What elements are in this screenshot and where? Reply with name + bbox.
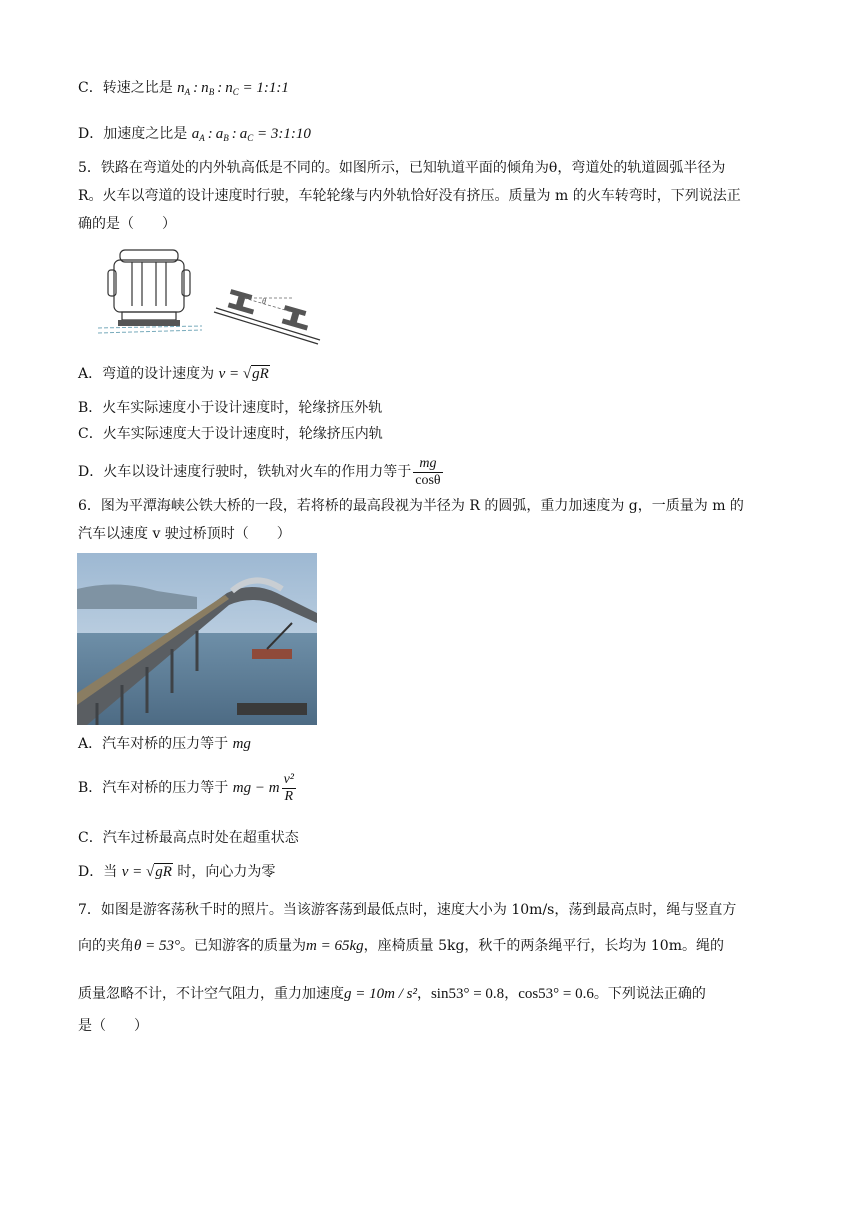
q5-stem-line-1: 5．铁路在弯道处的内外轨高低是不同的。如图所示，已知轨道平面的倾角为θ，弯道处的轨道圆弧半径为 [78,160,726,176]
option-text: D．加速度之比是 [78,126,188,142]
q6-option-a [78,734,251,754]
train-front-icon [108,250,190,320]
q7-stem-line-1: 7．如图是游客荡秋千时的照片。当该游客荡到最低点时，速度大小为 10m/s，荡到最高点时，绳与竖直方 [78,902,737,918]
q6-stem-line-1: 6．图为平潭海峡公铁大桥的一段，若将桥的最高段视为半径为 R 的圆弧，重力加速度为 g，一质量为 m 的 [78,498,744,514]
option-text: D．当 [78,864,118,880]
q6-option-b [78,768,298,808]
q7-stem-line-3: 质量忽略不计，不计空气阻力，重力加速度g = 10m / s²，sin53° = 0.8，cos53° = 0.6。下列说法正确的 [78,986,706,1002]
option-text: B．汽车对桥的压力等于 [78,780,229,796]
stem-text: 。已知游客的质量为 [180,938,306,954]
q7-stem-line-2 [78,936,724,956]
mass-formula: m = 65kg [306,938,364,954]
pressure-formula: mg − m [232,780,280,796]
q5-stem-line-3: 确的是（ ） [78,216,176,232]
pressure-formula: mg [232,736,251,752]
speed-condition-formula: v = √gR [121,864,172,880]
option-tail-text: 时，向心力为零 [177,864,276,880]
q6-bridge-photo [77,553,317,725]
q6-stem-line-2: 汽车以速度 v 驶过桥顶时（ ） [78,526,291,542]
q5-option-c: C．火车实际速度大于设计速度时，轮缘挤压内轨 [78,426,383,442]
q4-option-c [78,78,289,102]
option-text: C．转速之比是 [78,80,173,96]
sine-formula: sin53° = 0.8 [430,986,505,1002]
wheel-base [118,320,180,326]
option-text: D．火车以设计速度行驶时，铁轨对火车的作用力等于 [78,464,412,480]
acceleration-ratio-formula: $a_A$ : $a_B$ : $a_C$ = 3:1:10 [191,126,311,143]
q5-stem-line-2: R。火车以弯道的设计速度时行驶，车轮轮缘与内外轨恰好没有挤压。质量为 m 的火车转弯时，下列说法正 [78,188,741,204]
gravity-formula: g = 10m / s² [344,986,417,1002]
q5-option-d [78,452,445,492]
q5-option-b: B．火车实际速度小于设计速度时，轮缘挤压外轨 [78,400,383,416]
cosine-formula: cos53° = 0.6 [518,986,594,1002]
option-text: A．汽车对桥的压力等于 [78,736,229,752]
stem-text: 向的夹角 [78,938,134,954]
q5-option-a [78,364,270,384]
design-speed-formula: v = √gR [218,366,269,382]
q4-option-d [78,124,311,148]
q6-option-c: C．汽车过桥最高点时处在超重状态 [78,830,299,846]
angle-label: θ [262,297,266,306]
stem-text: 。下列说法正确的 [593,986,706,1002]
force-fraction: $\frac{mg}{\cos\theta}$ [415,455,441,488]
q5-train-rail-figure [92,240,322,348]
stem-text: 质量忽略不计，不计空气阻力，重力加速度 [78,986,344,1002]
banked-rail-icon [214,289,320,344]
stem-text: ，座椅质量 5kg，秋千的两条绳平行，长均为 10m。绳的 [363,938,724,954]
q7-stem-line-4: 是（ ） [78,1018,148,1034]
centripetal-fraction: $\frac{\text{v²}}{R}$ [283,771,294,804]
angle-formula: θ = 53° [134,938,180,954]
option-text: A．弯道的设计速度为 [78,366,215,382]
q6-option-d [78,862,275,882]
speed-ratio-formula: $n_A$ : $n_B$ : $n_C$ = 1:1:1 [177,80,289,97]
